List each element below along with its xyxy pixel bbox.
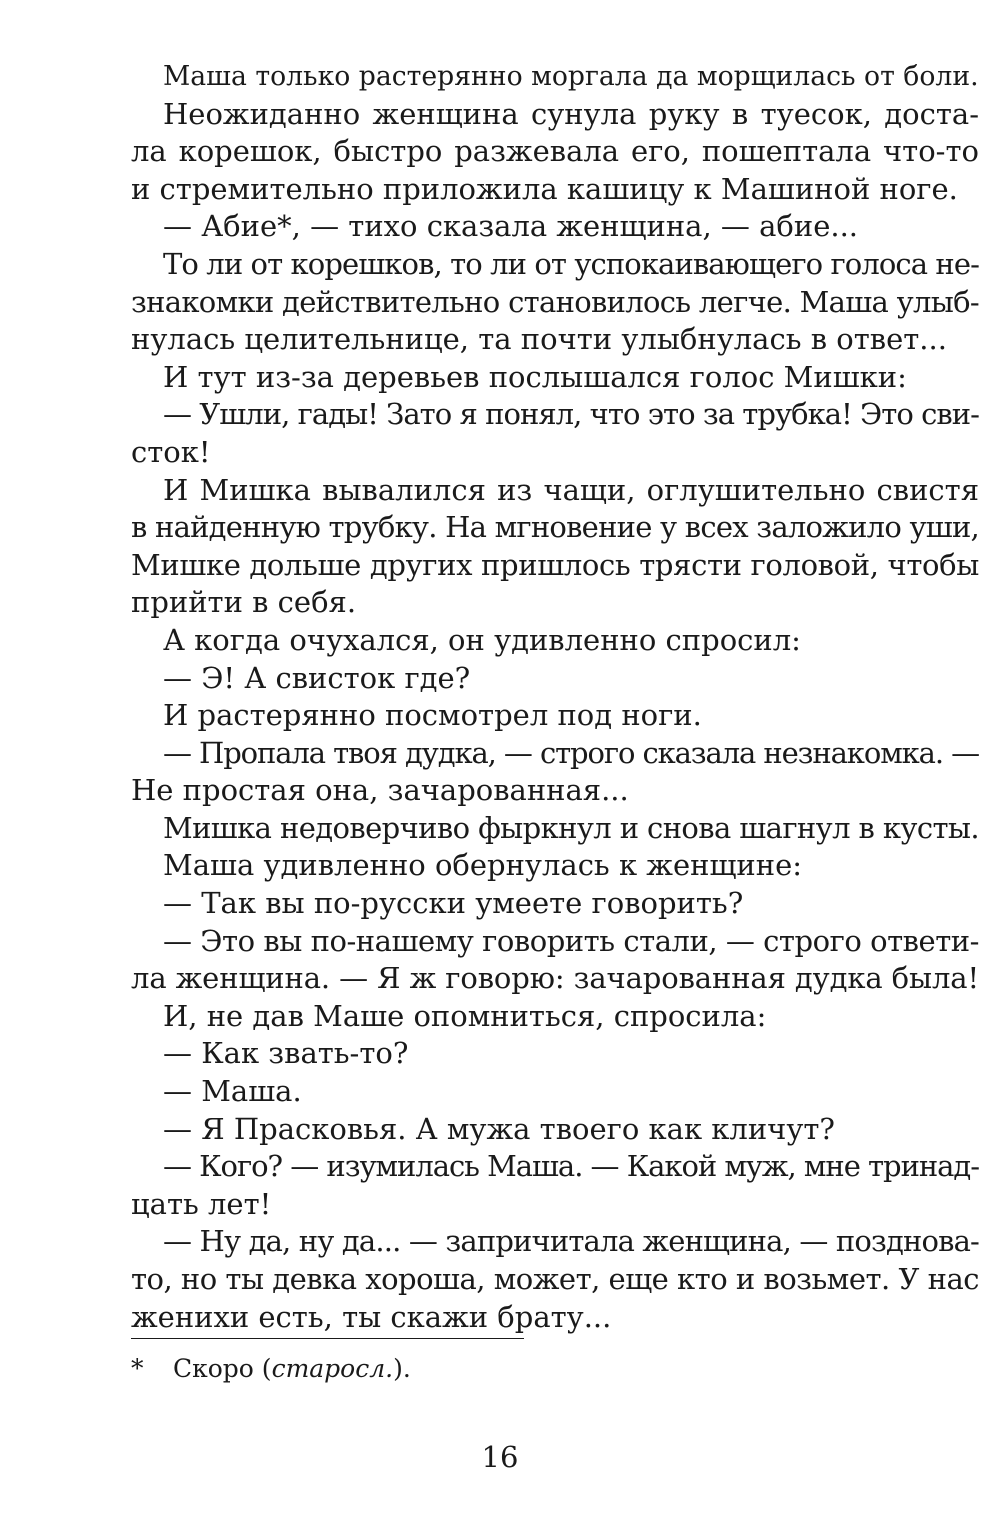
footnote-tail: ). <box>393 1354 411 1383</box>
text-line: Мишке дольше других пришлось трясти головой, чтобы <box>131 547 979 582</box>
page-number: 16 <box>481 1440 519 1474</box>
text-line: И растерянно посмотрел под ноги. <box>163 698 702 733</box>
text-line: цать лет! <box>131 1186 272 1221</box>
footnote-italic: старосл. <box>271 1354 394 1383</box>
text-line: ла корешок, быстро разжевала его, пошептала что-то <box>131 134 979 169</box>
text-line: Мишка недоверчиво фыркнул и снова шагнул в кусты. <box>163 810 979 845</box>
footnote-text: Скоро ( <box>173 1354 272 1383</box>
text-line: женихи есть, ты скажи брату... <box>131 1299 612 1334</box>
footnote <box>131 1352 411 1386</box>
text-line: И, не дав Маше опомниться, спросила: <box>163 998 767 1033</box>
text-line: — Пропала твоя дудка, — строго сказала незнакомка. — <box>163 735 980 770</box>
text-line: — Э! А свисток где? <box>163 660 471 695</box>
text-line: — Маша. <box>163 1074 302 1109</box>
text-line: Маша только растерянно моргала да морщилась от боли. <box>163 61 979 92</box>
text-line: — Это вы по-нашему говорить стали, — строго ответи- <box>163 923 979 958</box>
text-line: То ли от корешков, то ли от успокаивающего голоса не- <box>163 246 979 281</box>
text-line: и стремительно приложила кашицу к Машиной ноге. <box>131 171 958 206</box>
text-line: то, но ты девка хороша, может, еще кто и возьмет. У нас <box>131 1262 979 1296</box>
text-line: А когда очухался, он удивленно спросил: <box>163 622 801 657</box>
text-line: — Я Прасковья. А мужа твоего как кличут? <box>163 1111 835 1146</box>
text-line: Неожиданно женщина сунула руку в туесок, доста- <box>163 96 979 131</box>
text-line: сток! <box>131 434 211 469</box>
text-line: прийти в себя. <box>131 585 357 620</box>
text-line: Маша удивленно обернулась к женщине: <box>163 848 803 883</box>
text-line: — Ну да, ну да... — запричитала женщина, — позднова- <box>163 1224 979 1259</box>
text-line: знакомки действительно становилось легче. Маша улыб- <box>131 284 980 319</box>
text-line: ла женщина. — Я ж говорю: зачарованная дудка была! <box>131 961 980 996</box>
footnote-mark: * <box>131 1354 144 1383</box>
text-line: И Мишка вывалился из чащи, оглушительно свистя <box>163 472 979 507</box>
text-line: И тут из-за деревьев послышался голос Мишки: <box>163 359 907 394</box>
text-line: — Кого? — изумилась Маша. — Какой муж, мне тринад- <box>163 1149 979 1184</box>
text-line: — Так вы по-русски умеете говорить? <box>163 886 744 921</box>
body-text <box>131 58 979 1336</box>
footnote-divider <box>131 1338 524 1339</box>
text-line: — Как звать-то? <box>163 1036 409 1071</box>
text-line: Не простая она, зачарованная... <box>131 773 629 808</box>
text-line: нулась целительнице, та почти улыбнулась в ответ... <box>131 322 947 357</box>
text-line: в найденную трубку. На мгновение у всех заложило уши, <box>131 510 979 545</box>
text-line: — Абие*, — тихо сказала женщина, — абие... <box>163 209 859 244</box>
text-line: — Ушли, гады! Зато я понял, что это за трубка! Это сви- <box>163 397 979 432</box>
